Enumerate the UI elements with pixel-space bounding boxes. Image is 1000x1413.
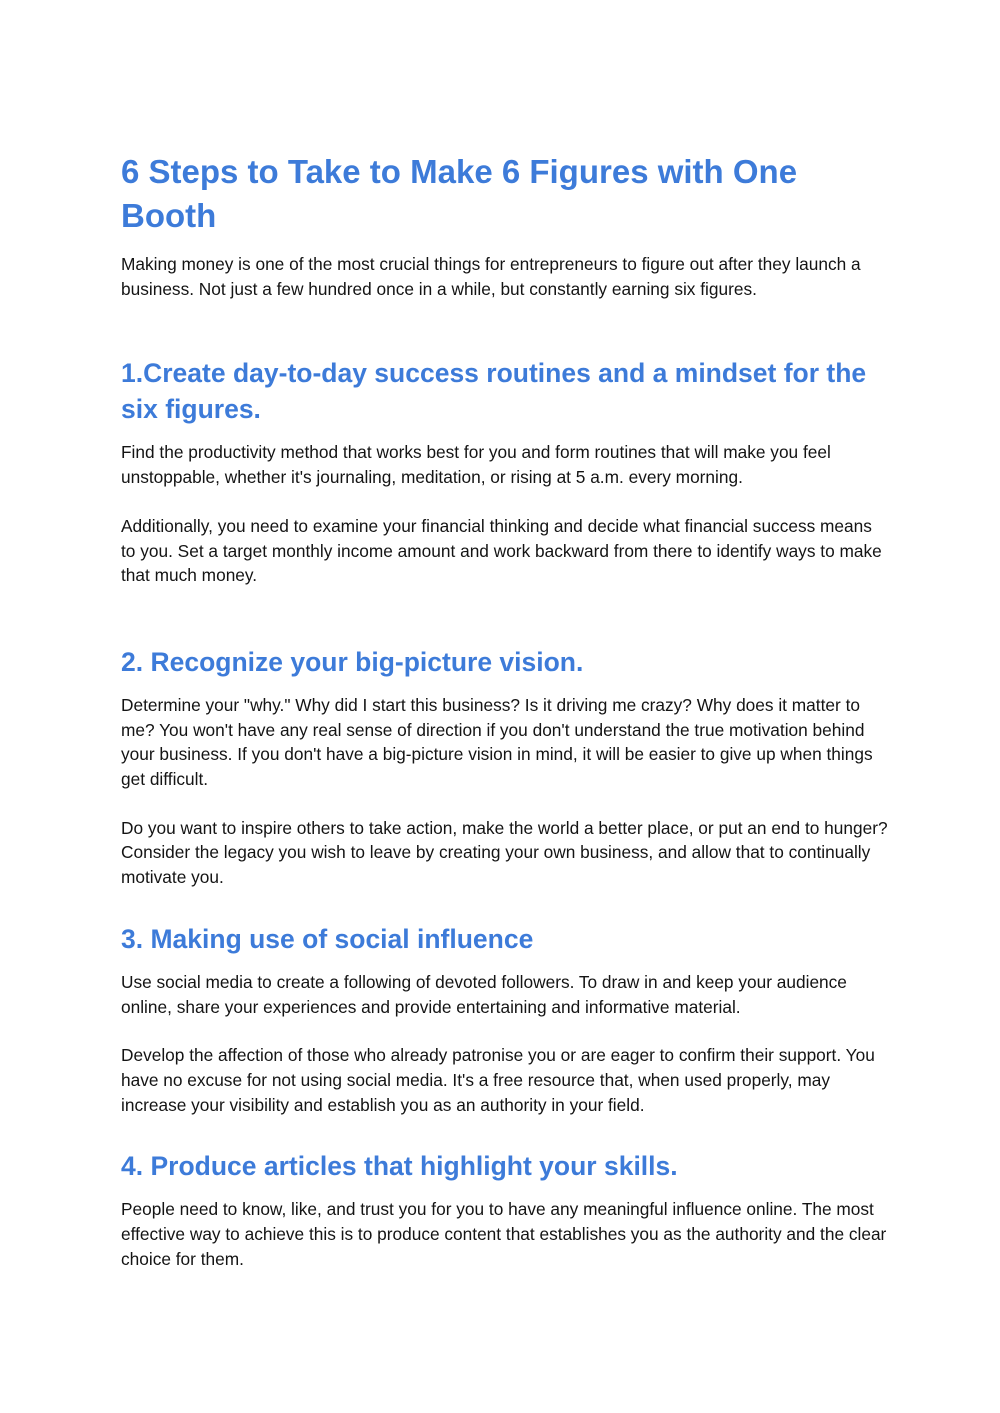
section-2-heading: 2. Recognize your big-picture vision. xyxy=(121,646,584,677)
document-page xyxy=(121,150,891,1271)
section-3-heading: 3. Making use of social influence xyxy=(121,923,534,954)
section-3-paragraph-1: Use social media to create a following of devoted followers. To draw in and keep your audience online, share your experiences and provide entertaining and informative material. xyxy=(121,971,847,1017)
section-1-paragraph-1: Find the productivity method that works best for you and form routines that will make you feel unstoppable, whether it's journaling, meditation, or rising at 5 a.m. every morning. xyxy=(121,442,831,488)
section-3-paragraph-2: Develop the affection of those who already patronise you or are eager to confirm their support. You have no excuse for not using social media. It's a free resource that, when used properly, may increase your visibility and establish you as an authority in your field. xyxy=(121,1045,875,1115)
section-4-heading: 4. Produce articles that highlight your skills. xyxy=(121,1151,678,1182)
section-4-paragraph-1: People need to know, like, and trust you for you to have any meaningful influence online. The most effective way to achieve this is to produce content that establishes you as the authority and the clear choice for them. xyxy=(121,1199,887,1269)
intro-paragraph: Making money is one of the most crucial things for entrepreneurs to figure out after they launch a business. Not just a few hundred once in a while, but constantly earning six figures. xyxy=(121,254,861,299)
section-1-heading: 1.Create day-to-day success routines and a mindset for the six figures. xyxy=(121,358,867,425)
section-2-paragraph-1: Determine your "why." Why did I start this business? Is it driving me crazy? Why does it matter to me? You won't have any real sense of direction if you don't understand the true motivation behind your business. If you don't have a big-picture vision in mind, it will be easier to give up when things get difficult. xyxy=(121,694,873,790)
section-1-paragraph-2: Additionally, you need to examine your financial thinking and decide what financial success means to you. Set a target monthly income amount and work backward from there to identify ways to make that much money. xyxy=(121,515,882,586)
section-2-paragraph-2: Do you want to inspire others to take action, make the world a better place, or put an end to hunger? Consider the legacy you wish to leave by creating your own business, and allow that to continually motivate you. xyxy=(121,817,888,888)
document-title: 6 Steps to Take to Make 6 Figures with One Booth xyxy=(121,153,798,234)
